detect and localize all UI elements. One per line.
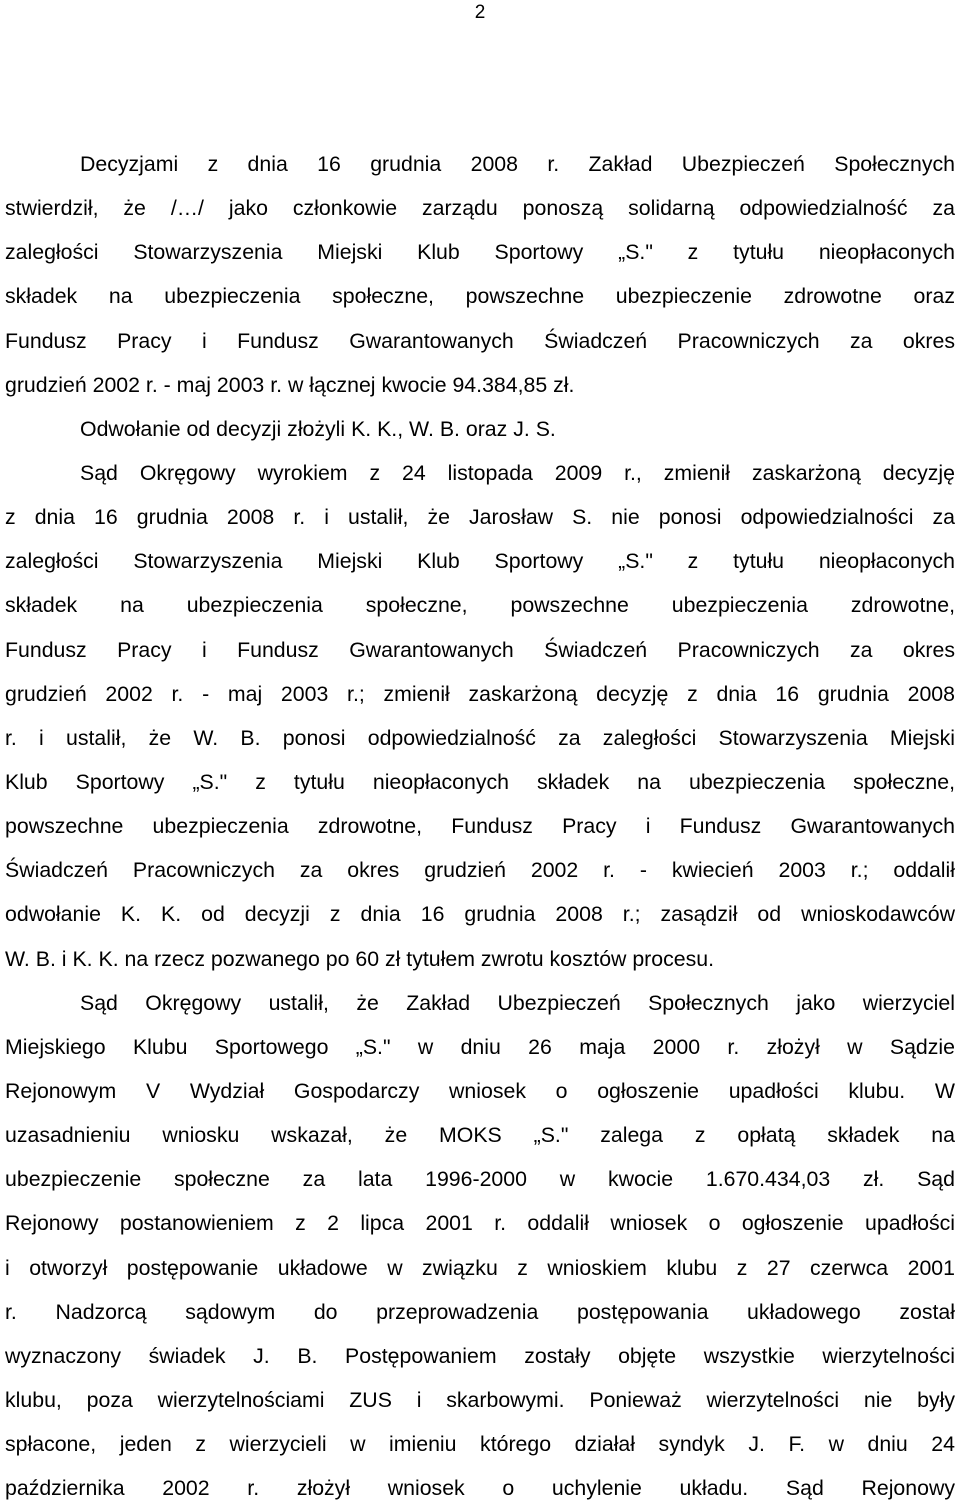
text-line: ubezpieczenie społeczne za lata 1996-2000 w kwocie 1.670.434,03 zł. Sąd bbox=[5, 1167, 955, 1192]
text-line: klubu, poza wierzytelnościami ZUS i skarbowymi. Ponieważ wierzytelności nie były bbox=[5, 1387, 955, 1412]
page-number: 2 bbox=[474, 2, 486, 23]
text-line: spłacone, jeden z wierzycieli w imieniu którego działał syndyk J. F. w dniu 24 bbox=[5, 1432, 955, 1457]
text-line: r. i ustalił, że W. B. ponosi odpowiedzialność za zaległości Stowarzyszenia Miejski bbox=[5, 725, 955, 750]
text-line: zaległości Stowarzyszenia Miejski Klub Sportowy „S." z tytułu nieopłaconych bbox=[5, 240, 955, 265]
text-line: składek na ubezpieczenia społeczne, powszechne ubezpieczenia zdrowotne, bbox=[5, 593, 955, 618]
text-line: uzasadnieniu wniosku wskazał, że MOKS „S." zalega z opłatą składek na bbox=[5, 1123, 955, 1148]
text-line: i otworzył postępowanie układowe w związku z wnioskiem klubu z 27 czerwca 2001 bbox=[5, 1255, 955, 1280]
text-line: Fundusz Pracy i Fundusz Gwarantowanych Świadczeń Pracowniczych za okres bbox=[5, 328, 955, 353]
text-line: z dnia 16 grudnia 2008 r. i ustalił, że Jarosław S. nie ponosi odpowiedzialności za bbox=[5, 505, 955, 530]
text-line: Odwołanie od decyzji złożyli K. K., W. B. oraz J. S. bbox=[80, 416, 556, 441]
text-line: W. B. i K. K. na rzecz pozwanego po 60 zł tytułem zwrotu kosztów procesu. bbox=[5, 946, 715, 971]
text-line: Rejonowy postanowieniem z 2 lipca 2001 r. oddalił wniosek o ogłoszenie upadłości bbox=[5, 1211, 955, 1236]
text-line: Rejonowym V Wydział Gospodarczy wniosek o ogłoszenie upadłości klubu. W bbox=[5, 1078, 955, 1103]
text-line: Sąd Okręgowy ustalił, że Zakład Ubezpieczeń Społecznych jako wierzyciel bbox=[80, 990, 955, 1015]
text-line: Miejskiego Klubu Sportowego „S." w dniu 26 maja 2000 r. złożył w Sądzie bbox=[5, 1034, 955, 1059]
text-line: r. Nadzorcą sądowym do przeprowadzenia postępowania układowego został bbox=[5, 1299, 955, 1324]
text-line: odwołanie K. K. od decyzji z dnia 16 grudnia 2008 r.; zasądził od wnioskodawców bbox=[5, 902, 955, 927]
text-line: Decyzjami z dnia 16 grudnia 2008 r. Zakład Ubezpieczeń Społecznych bbox=[80, 152, 955, 176]
text-line: grudzień 2002 r. - maj 2003 r.; zmienił zaskarżoną decyzję z dnia 16 grudnia 2008 bbox=[5, 681, 955, 706]
text-line: składek na ubezpieczenia społeczne, powszechne ubezpieczenie zdrowotne oraz bbox=[5, 284, 955, 309]
text-line: Klub Sportowy „S." z tytułu nieopłaconych składek na ubezpieczenia społeczne, bbox=[5, 769, 955, 794]
text-line: Świadczeń Pracowniczych za okres grudzień 2002 r. - kwiecień 2003 r.; oddalił bbox=[5, 858, 955, 883]
text-line: października 2002 r. złożył wniosek o uchylenie układu. Sąd Rejonowy bbox=[5, 1476, 955, 1501]
text-line: powszechne ubezpieczenia zdrowotne, Fundusz Pracy i Fundusz Gwarantowanych bbox=[5, 814, 955, 839]
document-body bbox=[5, 142, 955, 1510]
text-line: wyznaczony świadek J. B. Postępowaniem zostały objęte wszystkie wierzytelności bbox=[5, 1343, 955, 1368]
text-line: Fundusz Pracy i Fundusz Gwarantowanych Świadczeń Pracowniczych za okres bbox=[5, 637, 955, 662]
text-line: stwierdził, że /…/ jako członkowie zarządu ponoszą solidarną odpowiedzialność za bbox=[5, 196, 955, 221]
text-line: Sąd Okręgowy wyrokiem z 24 listopada 2009 r., zmienił zaskarżoną decyzję bbox=[80, 460, 955, 485]
text-line: zaległości Stowarzyszenia Miejski Klub Sportowy „S." z tytułu nieopłaconych bbox=[5, 549, 955, 574]
text-line: grudzień 2002 r. - maj 2003 r. w łącznej kwocie 94.384,85 zł. bbox=[5, 372, 575, 397]
